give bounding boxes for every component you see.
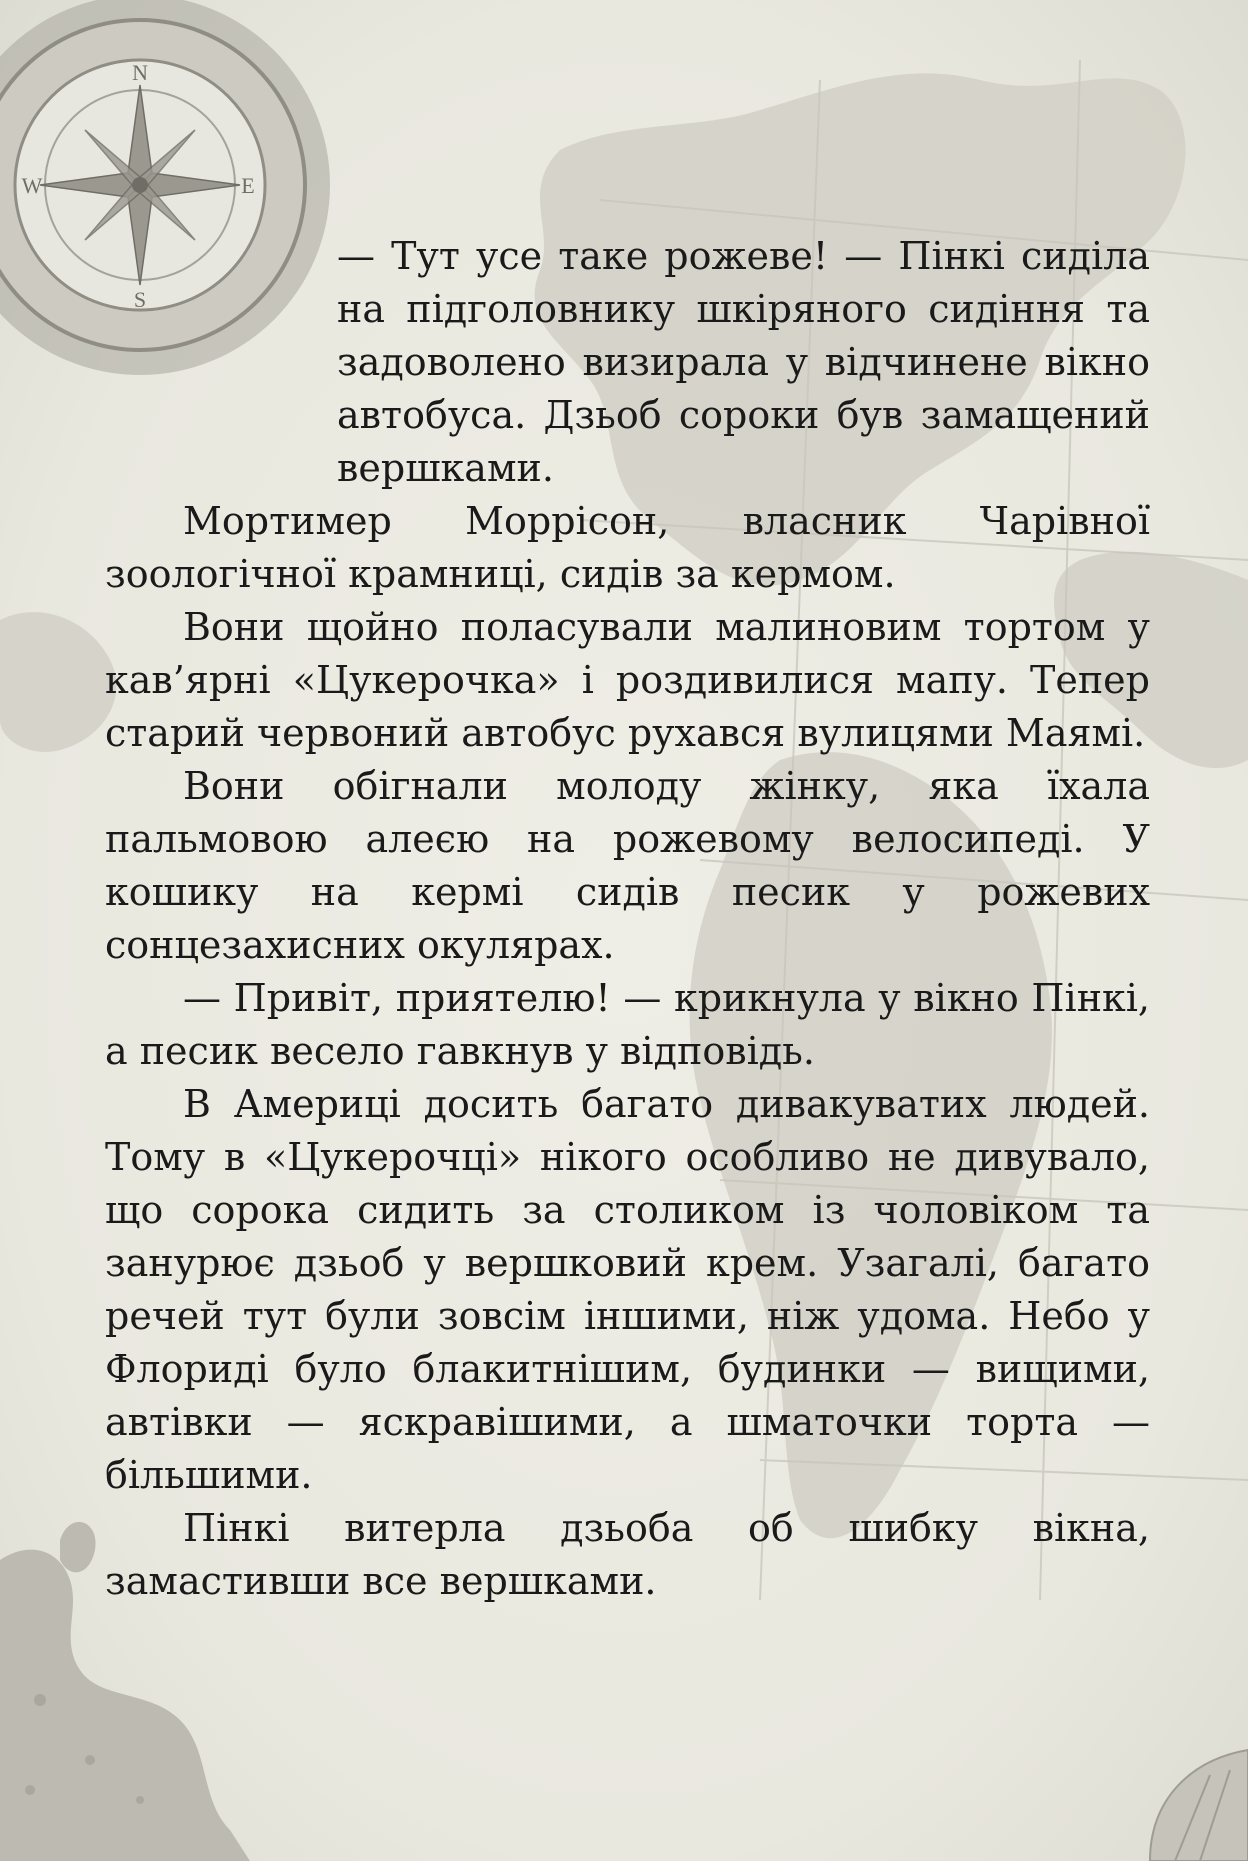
compass-east-label: E (241, 173, 255, 198)
paragraph: — Привіт, приятелю! — крикнула у вікно Пінкі, а песик весело гавкнув у відповідь. (105, 976, 1150, 1073)
paragraph: — Тут усе таке рожеве! — Пінкі сиділа на підголовнику шкіряного сидіння та задоволено визирала у відчинене вікно автобуса. Дзьоб сороки був замащений вершками. (337, 234, 1150, 490)
paragraph: Вони обігнали молоду жінку, яка їхала пальмовою алеєю на рожевому велосипеді. У кошику на кермі сидів песик у рожевих сонцезахисних окулярах. (105, 764, 1150, 967)
paragraph: В Америці досить багато дивакуватих людей. Тому в «Цукерочці» нікого особливо не дивувало, що сорока сидить за столиком із чоловіком та занурює дзьоб у вершковий крем. Узагалі, багато речей тут були зовсім іншими, ніж удома. Небо у Флориді було блакитнішим, будинки — вищими, автівки — яскравішими, а шматочки торта — більшими. (105, 1082, 1150, 1497)
paragraph: Пінкі витерла дзьоба об шибку вікна, замастивши все вершками. (105, 1506, 1150, 1603)
paragraph: Вони щойно поласували малиновим тортом у кав’ярні «Цукерочка» і роздивилися мапу. Тепер старий червоний автобус рухався вулицями Маямі. (105, 605, 1150, 755)
compass-north-label: N (132, 60, 148, 85)
compass-south-label: S (133, 287, 147, 312)
paragraph: Мортимер Моррісон, власник Чарівної зоологічної крамниці, сидів за кермом. (105, 499, 1150, 596)
map-island-left (0, 612, 116, 752)
shell-illustration (1150, 1750, 1248, 1861)
compass-west-label: W (21, 173, 43, 198)
story-text (105, 230, 1150, 1608)
